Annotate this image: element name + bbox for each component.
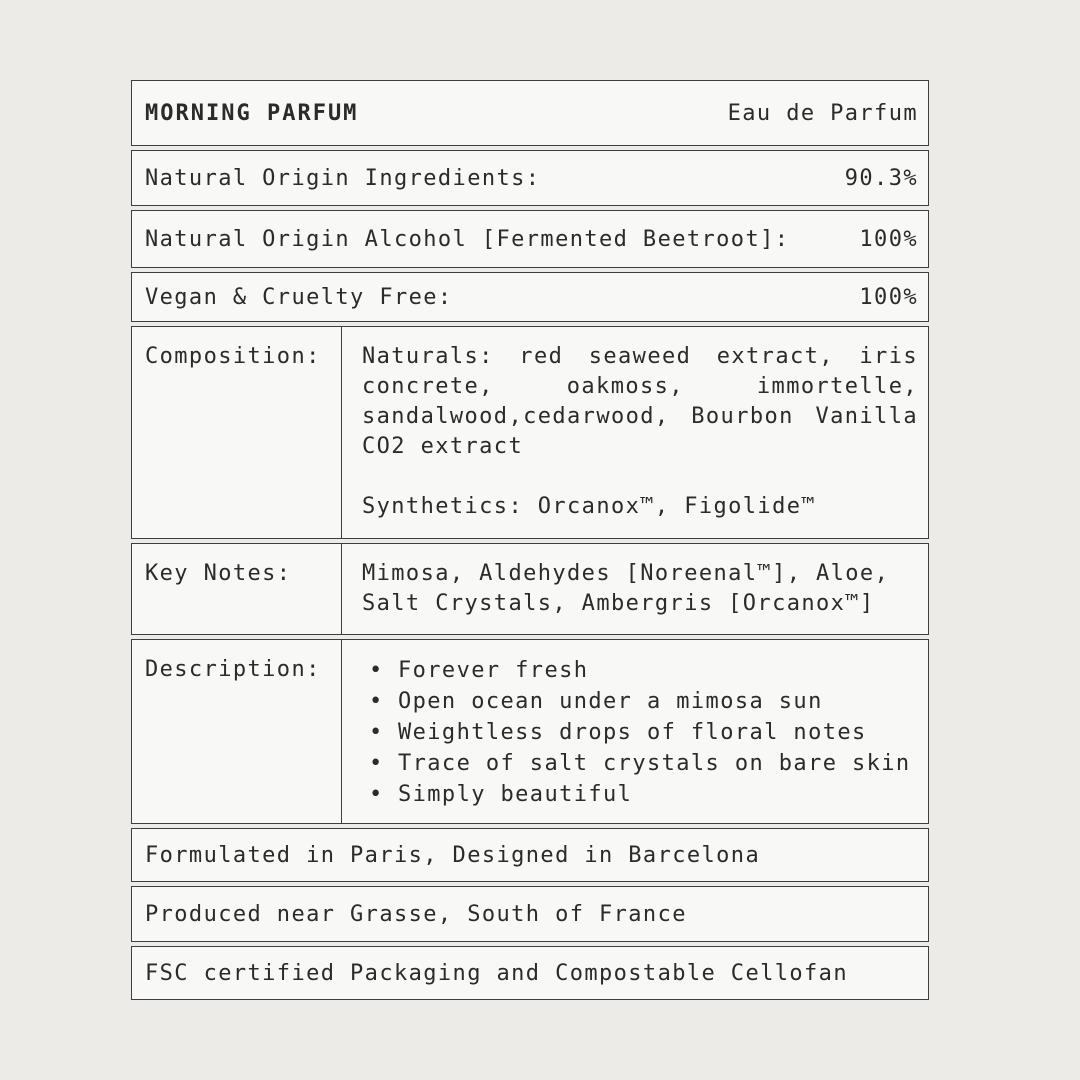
description-bullet: • Trace of salt crystals on bare skin — [362, 748, 918, 779]
composition-label: Composition: — [132, 327, 342, 538]
description-row — [131, 639, 929, 824]
key-notes-row — [131, 543, 929, 635]
description-bullet-list — [362, 655, 918, 810]
footer-row-packaging: FSC certified Packaging and Compostable Cellofan — [131, 946, 929, 1000]
stat-value: 90.3% — [844, 165, 918, 191]
table-header-row — [131, 80, 929, 146]
stat-label: Natural Origin Alcohol [Fermented Beetroot]: — [145, 226, 790, 252]
description-bullet: • Simply beautiful — [362, 779, 918, 810]
footer-row-formulated: Formulated in Paris, Designed in Barcelona — [131, 828, 929, 882]
stat-row-natural-origin-ingredients — [131, 150, 929, 206]
stat-label: Natural Origin Ingredients: — [145, 165, 541, 191]
description-content — [342, 640, 928, 823]
composition-row — [131, 326, 929, 539]
composition-content — [342, 327, 928, 538]
description-bullet: • Open ocean under a mimosa sun — [362, 686, 918, 717]
stat-value: 100% — [859, 226, 918, 252]
footer-row-produced: Produced near Grasse, South of France — [131, 886, 929, 942]
description-bullet: • Weightless drops of floral notes — [362, 717, 918, 748]
product-type: Eau de Parfum — [727, 100, 918, 126]
stat-label: Vegan & Cruelty Free: — [145, 284, 453, 310]
key-notes-label: Key Notes: — [132, 544, 342, 634]
stat-row-natural-origin-alcohol — [131, 210, 929, 268]
product-spec-table — [131, 80, 929, 1000]
composition-naturals: Naturals: red seaweed extract, iris concrete, oakmoss, immortelle, sandalwood,cedarwood, Bourbon Vanilla CO2 extract — [362, 344, 918, 459]
product-name: MORNING PARFUM — [145, 100, 359, 126]
stat-value: 100% — [859, 284, 918, 310]
description-bullet: • Forever fresh — [362, 655, 918, 686]
description-label: Description: — [132, 640, 342, 823]
composition-synthetics: Synthetics: Orcanox™, Figolide™ — [362, 494, 816, 519]
stat-row-vegan-cruelty-free — [131, 272, 929, 322]
key-notes-content: Mimosa, Aldehydes [Noreenal™], Aloe, Salt Crystals, Ambergris [Orcanox™] — [362, 561, 890, 616]
